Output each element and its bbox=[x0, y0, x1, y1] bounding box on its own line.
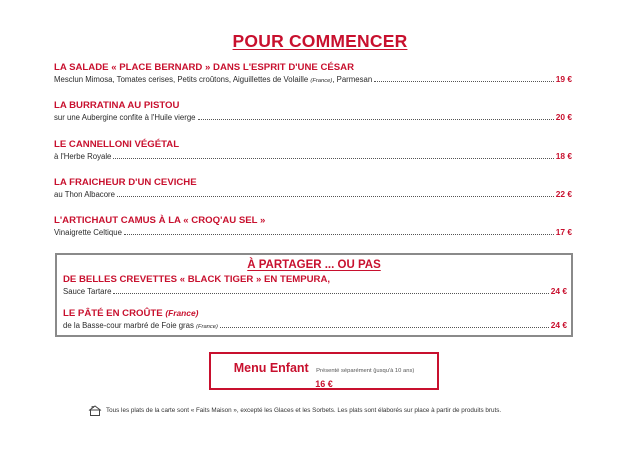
dish-price: 18 € bbox=[555, 151, 572, 161]
dish-description: à l'Herbe Royale bbox=[54, 152, 112, 161]
menu-item bbox=[63, 307, 567, 333]
dotted-leader bbox=[374, 81, 554, 82]
dotted-leader bbox=[220, 327, 549, 328]
footer-text: Tous les plats de la carte sont « Faits Maison », excepté les Glaces et les Sorbets. Les plats sont élaborés sur place à partir de produits bruts. bbox=[106, 407, 502, 414]
dish-description: Mesclun Mimosa, Tomates cerises, Petits croûtons, Aiguillettes de Volaille (France), Parmesan bbox=[54, 75, 373, 84]
dish-name: LE CANNELLONI VÉGÉTAL bbox=[54, 139, 180, 150]
dotted-leader bbox=[198, 119, 554, 120]
menu-item bbox=[54, 100, 572, 123]
dish-name: LA FRAICHEUR D'UN CEVICHE bbox=[54, 177, 197, 188]
menu-item bbox=[54, 177, 572, 200]
page-title: POUR COMMENCER bbox=[232, 31, 408, 51]
dotted-leader bbox=[113, 158, 553, 159]
dish-name: LA BURRATINA AU PISTOU bbox=[54, 100, 180, 111]
dish-price: 20 € bbox=[555, 112, 572, 122]
dish-name: LE PÂTÉ EN CROÛTE (France) bbox=[63, 308, 199, 319]
dish-name: LA SALADE « PLACE BERNARD » DANS L'ESPRIT D'UNE CÉSAR bbox=[54, 62, 355, 73]
dish-description: au Thon Albacore bbox=[54, 190, 115, 199]
kids-menu-title: Menu Enfant bbox=[233, 361, 309, 375]
menu-item bbox=[54, 139, 572, 162]
menu-item bbox=[63, 274, 567, 297]
dish-price: 19 € bbox=[555, 74, 572, 84]
dish-description: sur une Aubergine confite à l'Huile vierge bbox=[54, 113, 196, 122]
footer-note bbox=[88, 405, 588, 416]
dish-description: Sauce Tartare bbox=[63, 287, 112, 296]
homemade-house-icon bbox=[88, 405, 102, 416]
share-section-title: À PARTAGER ... OU PAS bbox=[247, 259, 381, 271]
dish-price: 17 € bbox=[555, 227, 572, 237]
dish-price: 22 € bbox=[555, 189, 572, 199]
kids-menu-note: Présenté séparément (jusqu'à 10 ans) bbox=[316, 368, 415, 374]
dish-name: L'ARTICHAUT CAMUS À LA « CROQ'AU SEL » bbox=[54, 215, 266, 226]
dish-price: 24 € bbox=[550, 320, 567, 330]
dish-price: 24 € bbox=[550, 286, 567, 296]
kids-menu-price: 16 € bbox=[315, 379, 333, 389]
menu-item bbox=[54, 62, 572, 87]
dish-name: DE BELLES CREVETTES « BLACK TIGER » EN TEMPURA, bbox=[63, 274, 331, 285]
kids-menu-box bbox=[209, 352, 439, 390]
dotted-leader bbox=[117, 196, 554, 197]
dish-description: Vinaigrette Celtique bbox=[54, 228, 122, 237]
dotted-leader bbox=[124, 234, 554, 235]
dotted-leader bbox=[113, 293, 548, 294]
dish-description: de la Basse-cour marbré de Foie gras (France) bbox=[63, 321, 218, 330]
menu-item bbox=[54, 215, 572, 238]
share-section bbox=[55, 253, 573, 337]
